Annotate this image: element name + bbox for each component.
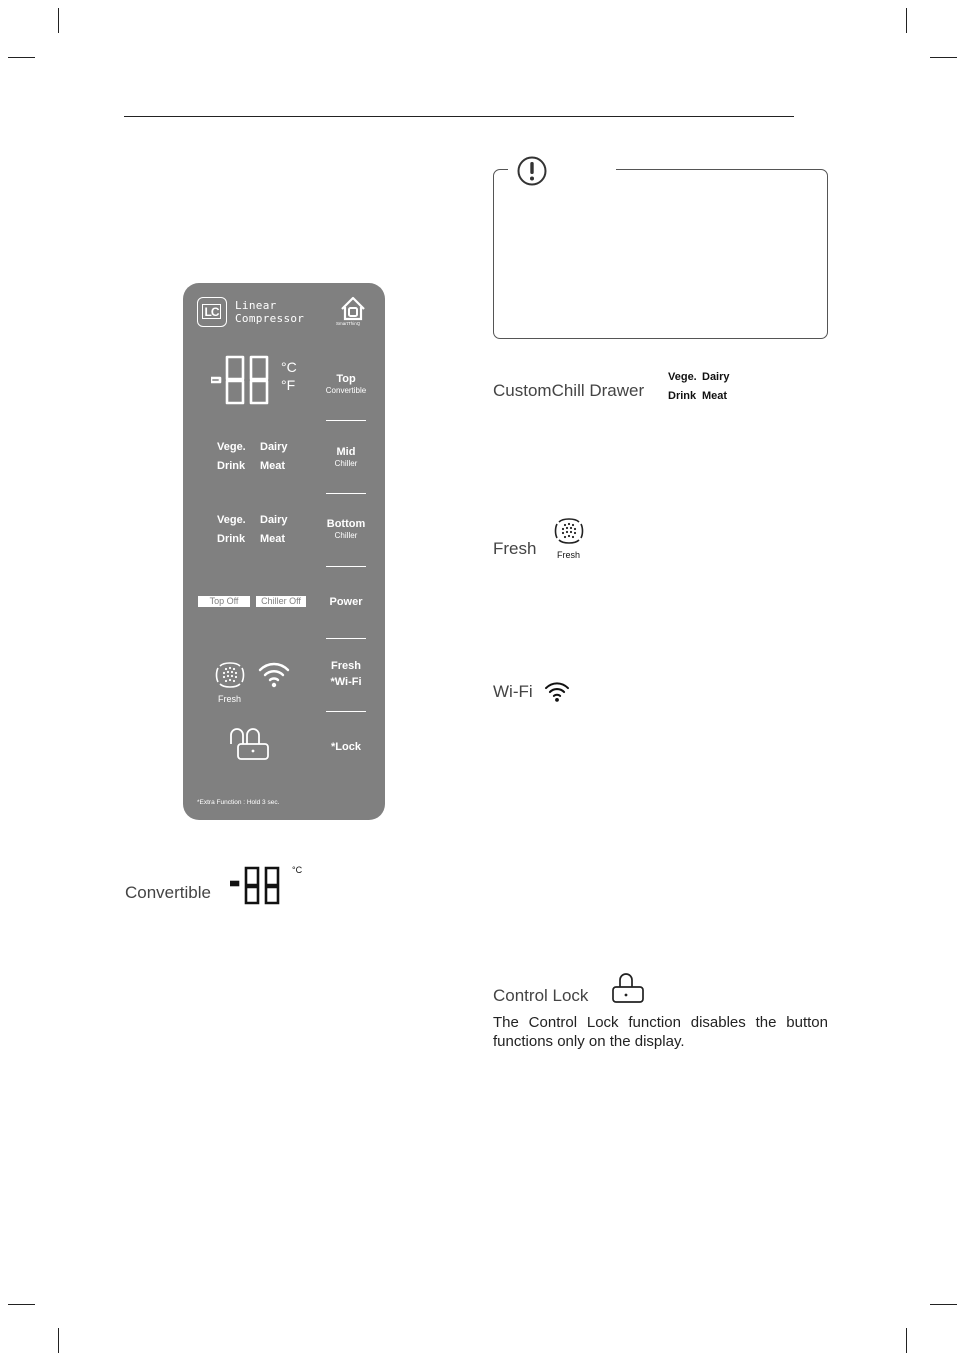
customchill-meat: Meat: [702, 390, 728, 402]
header-rule: [124, 116, 794, 117]
crop-mark: [58, 1328, 59, 1353]
convertible-title: Convertible: [125, 883, 211, 902]
fresh-icon: [553, 514, 585, 548]
control-lock-title: Control Lock: [493, 986, 589, 1005]
crop-mark: [906, 8, 907, 33]
mid-chiller-button[interactable]: Mid Chiller: [334, 446, 358, 468]
extra-function-note: *Extra Function : Hold 3 sec.: [197, 799, 280, 806]
divider: [326, 420, 366, 421]
fresh-icon: [214, 658, 246, 692]
customchill-vege: Vege.: [668, 371, 697, 383]
customchill-drink: Drink: [668, 390, 697, 402]
divider: [326, 711, 366, 712]
unit-fahrenheit: °F: [281, 377, 296, 393]
fresh-icon-label: Fresh: [557, 550, 581, 560]
convertible-display: [230, 866, 292, 906]
crop-mark: [930, 1304, 957, 1305]
divider: [326, 493, 366, 494]
control-panel: LC Linear Compressor SmartThinQ °C °F Top Convertible Mid Chiller Bottom Chiller Power Fresh *Wi-Fi *Lock Vege. Dairy Drink Meat Vege. Dairy Drink Meat Top Off Chiller Off Fresh *Extra Function : Hold 3 sec.: [183, 283, 385, 820]
unit-celsius: °C: [281, 359, 297, 375]
top-convertible-button[interactable]: Top Convertible: [325, 373, 367, 395]
wifi-icon: [257, 661, 291, 689]
customchill-title: CustomChill Drawer: [493, 381, 645, 400]
crop-mark: [906, 1328, 907, 1353]
wifi-title: Wi-Fi: [493, 682, 533, 701]
top-off-indicator: Top Off: [198, 596, 250, 607]
linear-compressor-badge: LC: [197, 297, 227, 327]
fresh-label: Fresh: [218, 694, 242, 704]
lock-icon: [611, 973, 645, 1005]
divider: [326, 566, 366, 567]
crop-mark: [8, 1304, 35, 1305]
bottom-chiller-button[interactable]: Bottom Chiller: [326, 518, 366, 540]
convertible-unit: °C: [292, 865, 303, 875]
fresh-title: Fresh: [493, 539, 537, 558]
customchill-dairy: Dairy: [702, 371, 730, 383]
control-lock-description: The Control Lock function disables the button functions only on the display.: [493, 1014, 828, 1050]
divider: [326, 638, 366, 639]
power-button[interactable]: Power: [329, 596, 363, 608]
smartthinq-icon: [338, 295, 368, 323]
lock-icon: [227, 728, 271, 764]
lock-button[interactable]: *Lock: [331, 741, 361, 753]
temperature-display: [211, 355, 281, 407]
crop-mark: [58, 8, 59, 33]
warning-icon: [516, 155, 548, 192]
crop-mark: [8, 57, 35, 58]
fresh-wifi-button[interactable]: Fresh *Wi-Fi: [330, 660, 362, 688]
smartthinq-label: SmartThinQ: [336, 321, 361, 326]
chiller-off-indicator: Chiller Off: [256, 596, 306, 607]
note-box: [493, 169, 828, 339]
wifi-icon: [543, 681, 571, 703]
brand-text: Linear Compressor: [235, 299, 305, 325]
crop-mark: [930, 57, 957, 58]
